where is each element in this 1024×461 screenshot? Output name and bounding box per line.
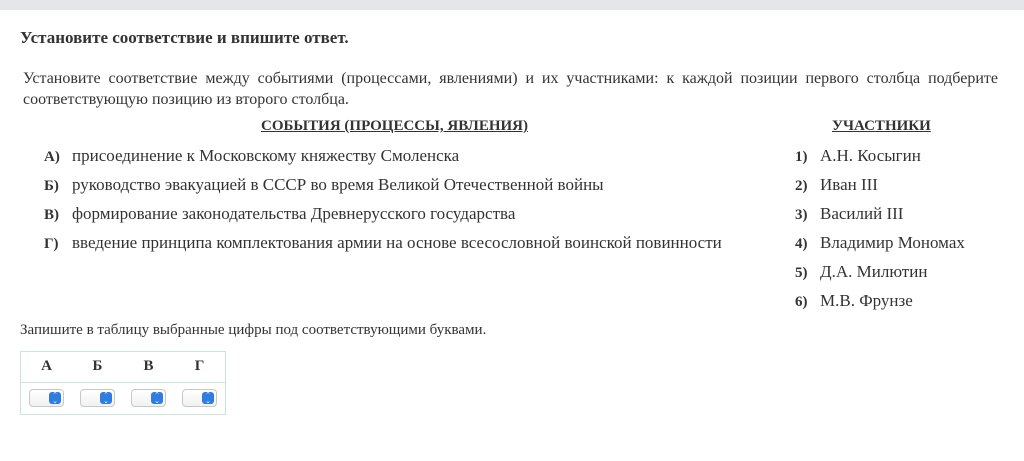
up-down-chevron-icon: ⌃ ⌄ (202, 392, 214, 404)
participant-text: Д.А. Милютин (820, 262, 928, 281)
answer-column-header-a: А (41, 358, 52, 374)
event-text: присоединение к Московскому княжеству Смоленска (72, 146, 460, 165)
participant-item-6 (795, 291, 913, 311)
participants-column-header: УЧАСТНИКИ (832, 118, 931, 134)
answer-select-a[interactable] (29, 389, 64, 407)
participant-number: 5) (795, 265, 808, 281)
participant-text: Иван III (820, 175, 878, 194)
event-item-v (44, 204, 515, 224)
participant-number: 3) (795, 207, 808, 223)
answer-select-v[interactable] (131, 389, 166, 407)
answer-table (20, 351, 226, 415)
table-divider (21, 382, 225, 383)
top-bar (0, 0, 1024, 10)
participant-text: А.Н. Косыгин (820, 146, 921, 165)
participant-text: М.В. Фрунзе (820, 291, 913, 310)
events-column-header: СОБЫТИЯ (ПРОЦЕССЫ, ЯВЛЕНИЯ) (261, 118, 528, 134)
event-text: руководство эвакуацией в СССР во время Великой Отечественной войны (72, 175, 604, 194)
answer-column-header-v: В (143, 358, 154, 374)
event-letter: А) (44, 149, 60, 165)
participant-number: 6) (795, 294, 808, 310)
event-text: формирование законодательства Древнерусского государства (72, 204, 516, 223)
answer-column-header-b: Б (92, 358, 103, 374)
up-down-chevron-icon: ⌃ ⌄ (100, 392, 112, 404)
answer-select-b[interactable] (80, 389, 115, 407)
event-item-a (44, 146, 459, 166)
event-text: введение принципа комплектования армии на основе всесословной воинской повинности (72, 233, 722, 252)
answer-column-header-g: Г (194, 358, 205, 374)
participant-number: 2) (795, 178, 808, 194)
task-description: Установите соответствие между событиями (процессами, явлениями) и их участниками: к каждой позиции первого столбца подберите соответствующую позицию из второго столбца. (23, 70, 998, 108)
answer-select-g[interactable] (182, 389, 217, 407)
participant-text: Владимир Мономах (820, 233, 965, 252)
event-item-b (44, 175, 604, 195)
participant-item-5 (795, 262, 927, 282)
participant-text: Василий III (820, 204, 904, 223)
participant-item-1 (795, 146, 921, 166)
event-letter: Б) (44, 178, 59, 194)
participant-item-3 (795, 204, 903, 224)
participant-item-4 (795, 233, 965, 253)
participant-number: 1) (795, 149, 808, 165)
answer-instruction: Запишите в таблицу выбранные цифры под соответствующими буквами. (20, 322, 487, 338)
page-title: Установите соответствие и впишите ответ. (20, 28, 349, 47)
up-down-chevron-icon: ⌃ ⌄ (49, 392, 61, 404)
participant-number: 4) (795, 236, 808, 252)
up-down-chevron-icon: ⌃ ⌄ (151, 392, 163, 404)
event-letter: Г) (44, 236, 59, 252)
event-letter: В) (44, 207, 59, 223)
participant-item-2 (795, 175, 878, 195)
event-item-g (44, 233, 722, 253)
